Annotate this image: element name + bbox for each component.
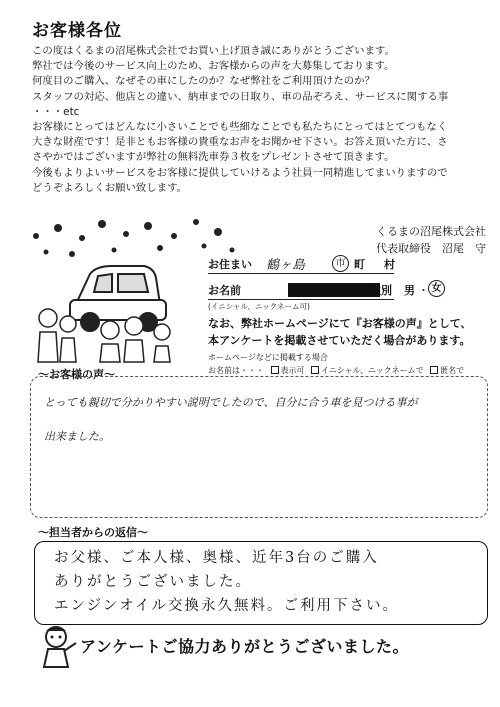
intro-line: どうぞよろしくお願い致します。	[32, 181, 188, 194]
checkbox-anonymous[interactable]	[430, 366, 438, 374]
name-row: お名前 (イニシャル、ニックネーム可) 性別 男 ・ 女	[208, 282, 492, 300]
address-underline	[208, 273, 394, 274]
intro-line: スタッフの対応、他店との違い、納車までの日取り、車の品ぞろえ、サービスに関する事	[32, 90, 449, 103]
thanks-message: アンケートご協力ありがとうございました。	[80, 637, 410, 656]
car-icon	[70, 266, 166, 331]
name-redaction	[288, 283, 380, 297]
celebration-illustration	[28, 214, 238, 364]
company-representative: 代表取締役 沼尾 守	[376, 242, 486, 255]
mascot-icon	[34, 623, 78, 669]
voice-line: とっても親切で分かりやすい説明でしたので、自分に合う車を見つける事が	[44, 396, 418, 409]
reply-line: ありがとうございました。	[54, 574, 252, 590]
checkbox-real-name[interactable]	[271, 366, 279, 374]
name-underline	[208, 299, 394, 300]
city-mark: 市	[332, 255, 349, 272]
address-value: 鶴ヶ島	[266, 258, 306, 273]
intro-line: さやかではございますが弊社の無料洗車券３枚をプレゼントさせて頂きます。	[32, 151, 395, 164]
intro-line: この度はくるまの沼尾株式会社でお買い上げ頂き誠にありがとうございます。	[32, 45, 395, 57]
village-label: 村	[384, 258, 395, 271]
opt-initial: イニシャル、ニックネームで	[321, 366, 424, 375]
gender-label: 性別	[370, 284, 392, 297]
opt-anonymous: 匿名で	[440, 366, 465, 375]
display-options	[208, 365, 464, 376]
voice-text	[44, 386, 484, 454]
intro-text	[32, 44, 492, 196]
intro-line: 今後もよりよいサービスをお客様に提供していけるよう社員一同精進してまいりますので	[32, 166, 448, 179]
intro-line: ・・・etc	[32, 105, 80, 118]
company-signature	[376, 223, 486, 257]
confetti-icon	[33, 219, 235, 257]
reply-heading: 〜担当者からの返信〜	[38, 526, 148, 539]
intro-line: 大きな財産です！是非ともお客様の貴重なお声をお聞かせ下さい。お答え頂いた方に、さ	[32, 136, 448, 149]
publication-note	[208, 315, 494, 349]
note-line: なお、弊社ホームページにて『お客様の声』として、	[208, 317, 472, 330]
voice-line: 出来ました。	[44, 430, 110, 443]
company-name: くるまの沼尾株式会社	[376, 225, 486, 238]
name-hint: (イニシャル、ニックネーム可)	[208, 302, 310, 311]
voice-heading: 〜お客様の声〜	[38, 368, 115, 381]
opt-real-name: 表示可	[280, 366, 305, 375]
reply-text	[54, 546, 484, 618]
note-line: 本アンケートを掲載させていただく場合があります。	[208, 334, 471, 347]
checkbox-initial[interactable]	[311, 366, 319, 374]
town-label: 町	[354, 258, 365, 271]
page-title: お客様各位	[32, 21, 122, 41]
intro-line: 何度目のご購入、なぜその車にしたのか？なぜ弊社をご利用頂けたのか？	[32, 75, 375, 88]
intro-line: 弊社では今後のサービス向上のため、お客様からの声を大募集しております。	[32, 60, 395, 73]
reply-line: お父様、ご本人様、奥様、近年3台のご購入	[54, 550, 379, 566]
name-label: お名前	[208, 284, 241, 297]
display-label: お名前は・・・	[208, 366, 264, 375]
gender-female-circled: 女	[428, 280, 445, 297]
hp-note: ホームページなどに掲載する場合	[208, 353, 328, 362]
reply-line: エンジンオイル交換永久無料。ご利用下さい。	[54, 598, 400, 614]
intro-line: お客様にとってはどんなに小さいことでも些細なことでも私たちにとってはとてつもなく	[32, 121, 448, 134]
address-row	[208, 256, 492, 274]
address-label: お住まい	[208, 258, 252, 271]
gender-male: 男	[404, 284, 415, 297]
